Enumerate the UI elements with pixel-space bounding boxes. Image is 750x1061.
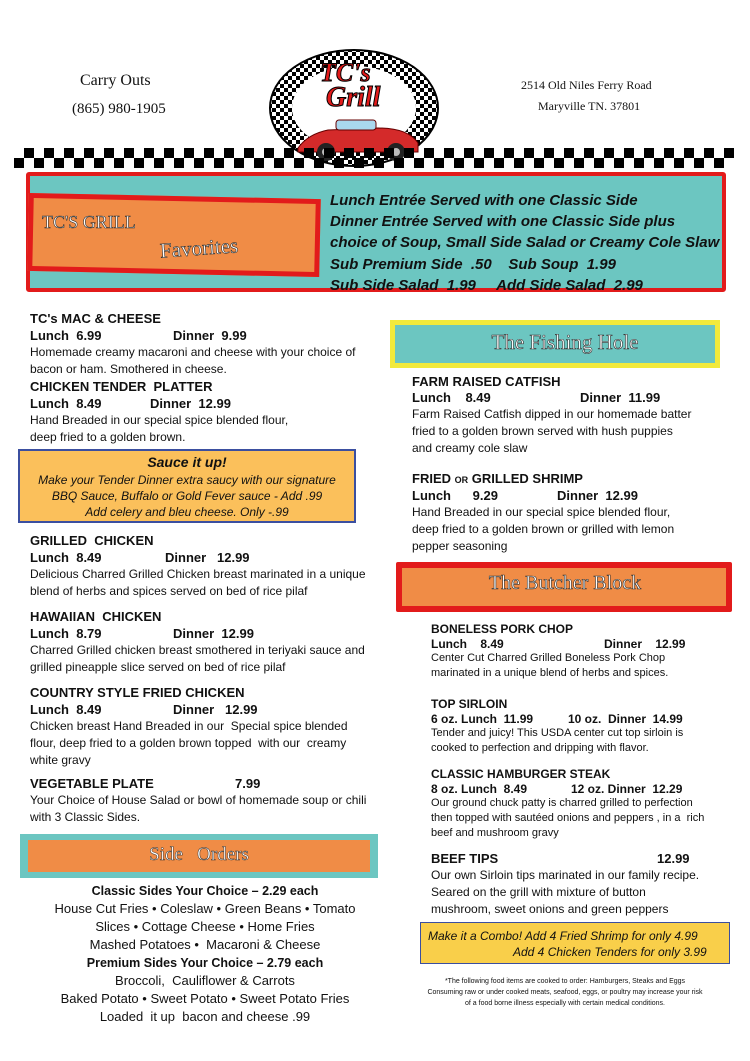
hawaiian-chicken-lunch: Lunch 8.79 <box>30 626 102 641</box>
mac-cheese-dinner: Dinner 9.99 <box>173 328 247 343</box>
pork-chop-name: BONELESS PORK CHOP <box>431 622 574 636</box>
combo-line-1: Make it a Combo! Add 4 Fried Shrimp for only 4.99 <box>428 929 698 943</box>
side-item: Baked Potato • Sweet Potato • Sweet Potato Fries <box>60 991 350 1006</box>
grilled-chicken-lunch: Lunch 8.49 <box>30 550 102 565</box>
sirloin-desc-1: Tender and juicy! This USDA center cut top sirloin is <box>431 727 684 739</box>
country-chicken-desc-1: Chicken breast Hand Breaded in our Special spice blended <box>30 719 348 733</box>
shrimp-lunch: Lunch 9.29 <box>412 488 498 503</box>
combo-line-2: Add 4 Chicken Tenders for only 3.99 <box>513 945 707 959</box>
tender-desc-2: deep fried to a golden brown. <box>30 430 186 444</box>
tender-name: CHICKEN TENDER PLATTER <box>30 379 213 394</box>
tender-dinner: Dinner 12.99 <box>150 396 231 411</box>
shrimp-desc-1: Hand Breaded in our special spice blended flour, <box>412 505 671 519</box>
banner-line-5: Sub Side Salad 1.99 Add Side Salad 2.99 <box>330 277 643 294</box>
hawaiian-chicken-desc-1: Charred Grilled chicken breast smothered in teriyaki sauce and <box>30 643 365 657</box>
catfish-lunch: Lunch 8.49 <box>412 390 491 405</box>
pork-chop-desc-2: marinated in a unique blend of herbs and spices. <box>431 667 669 679</box>
shrimp-name-or: OR <box>454 475 469 485</box>
catfish-desc-3: and creamy cole slaw <box>412 441 528 455</box>
hamburger-steak-dinner: 12 oz. Dinner 12.29 <box>571 782 683 796</box>
hamburger-steak-desc-2: then topped with sautéed onions and peppers , in a rich <box>431 812 705 824</box>
mac-cheese-desc-1: Homemade creamy macaroni and cheese with your choice of <box>30 345 356 359</box>
country-chicken-lunch: Lunch 8.49 <box>30 702 102 717</box>
hamburger-steak-desc-3: beef and mushroom gravy <box>431 827 559 839</box>
sirloin-desc-2: cooked to perfection and dripping with flavor. <box>431 742 649 754</box>
side-orders-title: Side Orders <box>149 844 249 865</box>
country-chicken-desc-2: flour, deep fried to a golden brown topped with our creamy <box>30 736 347 750</box>
hamburger-steak-lunch: 8 oz. Lunch 8.49 <box>431 782 528 796</box>
sauce-line-3: Add celery and bleu cheese. Only -.99 <box>85 505 289 519</box>
country-chicken-name: COUNTRY STYLE FRIED CHICKEN <box>30 685 245 700</box>
shrimp-name-grilled: GRILLED SHRIMP <box>468 471 583 486</box>
pork-chop-dinner: Dinner 12.99 <box>604 637 686 651</box>
shrimp-desc-3: pepper seasoning <box>412 539 508 553</box>
catfish-name: FARM RAISED CATFISH <box>412 374 561 389</box>
favorites-title-box <box>27 193 321 277</box>
mac-cheese-desc-2: bacon or ham. Smothered in cheese. <box>30 362 227 376</box>
sirloin-name: TOP SIRLOIN <box>431 697 508 711</box>
logo-text-grill: Grill <box>326 82 381 113</box>
phone-number: (865) 980-1905 <box>72 101 166 117</box>
beef-tips-desc-1: Our own Sirloin tips marinated in our family recipe. <box>431 868 700 882</box>
side-item: House Cut Fries • Coleslaw • Green Beans • Tomato <box>54 901 356 916</box>
side-item: Classic Sides Your Choice – 2.29 each <box>91 884 319 898</box>
vegetable-plate-desc-2: with 3 Classic Sides. <box>30 810 141 824</box>
side-item: Mashed Potatoes • Macaroni & Cheese <box>89 937 321 952</box>
mac-cheese-lunch: Lunch 6.99 <box>30 328 102 343</box>
favorites-title: TC'S GRILL <box>42 212 136 232</box>
sauce-line-1: Make your Tender Dinner extra saucy with our signature <box>38 473 336 487</box>
banner-line-1: Lunch Entrée Served with one Classic Side <box>330 192 638 209</box>
beef-tips-name: BEEF TIPS <box>431 851 499 866</box>
disclaimer-2: Consuming raw or under cooked meats, seafood, eggs, or poultry may increase your risk <box>427 989 703 996</box>
beef-tips-price: 12.99 <box>657 851 690 866</box>
carry-outs-label: Carry Outs <box>80 72 151 89</box>
side-item: Slices • Cottage Cheese • Home Fries <box>95 919 315 934</box>
banner-line-4: Sub Premium Side .50 Sub Soup 1.99 <box>330 256 616 273</box>
side-item: Premium Sides Your Choice – 2.79 each <box>86 956 324 970</box>
hamburger-steak-name: CLASSIC HAMBURGER STEAK <box>431 767 611 781</box>
sirloin-lunch: 6 oz. Lunch 11.99 <box>431 712 534 726</box>
hawaiian-chicken-desc-2: grilled pineapple slice served on bed of rice pilaf <box>30 660 286 674</box>
shrimp-name <box>412 471 583 486</box>
hawaiian-chicken-name: HAWAIIAN CHICKEN <box>30 609 162 624</box>
vegetable-plate-name: VEGETABLE PLATE <box>30 776 154 791</box>
hawaiian-chicken-dinner: Dinner 12.99 <box>173 626 254 641</box>
fishing-hole-title: The Fishing Hole <box>491 330 639 354</box>
pork-chop-desc-1: Center Cut Charred Grilled Boneless Pork Chop <box>431 652 666 664</box>
grilled-chicken-dinner: Dinner 12.99 <box>165 550 250 565</box>
disclaimer-1: *The following food items are cooked to order: Hamburgers, Steaks and Eggs <box>444 978 686 985</box>
disclaimer-3: of a food borne illness especially with certain medical conditions. <box>465 1000 665 1007</box>
butcher-block-title: The Butcher Block <box>488 572 642 594</box>
shrimp-name-fried: FRIED <box>412 471 455 486</box>
sauce-title: Sauce it up! <box>147 454 227 470</box>
tender-desc-1: Hand Breaded in our special spice blended flour, <box>30 413 289 427</box>
beef-tips-desc-3: mushroom, sweet onions and green peppers <box>431 902 669 916</box>
logo-text-tcs: TC's <box>320 58 371 87</box>
address-line-1: 2514 Old Niles Ferry Road <box>521 78 652 92</box>
sauce-line-2: BBQ Sauce, Buffalo or Gold Fever sauce - Add .99 <box>51 489 323 503</box>
catfish-desc-2: fried to a golden brown served with hush puppies <box>412 424 673 438</box>
favorites-subtitle: Favorites <box>159 233 239 263</box>
vegetable-plate-price: 7.99 <box>235 776 261 791</box>
catfish-dinner: Dinner 11.99 <box>580 390 661 405</box>
side-item: Loaded it up bacon and cheese .99 <box>99 1009 311 1024</box>
tender-lunch: Lunch 8.49 <box>30 396 102 411</box>
mac-cheese-name: TC's MAC & CHEESE <box>30 311 161 326</box>
vegetable-plate-desc-1: Your Choice of House Salad or bowl of homemade soup or chili <box>30 793 367 807</box>
catfish-desc-1: Farm Raised Catfish dipped in our homemade batter <box>412 407 692 421</box>
checkered-border <box>14 148 734 168</box>
shrimp-dinner: Dinner 12.99 <box>557 488 638 503</box>
side-item: Broccoli, Cauliflower & Carrots <box>115 973 295 988</box>
pork-chop-lunch: Lunch 8.49 <box>431 637 504 651</box>
beef-tips-desc-2: Seared on the grill with mixture of button <box>431 885 646 899</box>
sirloin-dinner: 10 oz. Dinner 14.99 <box>568 712 683 726</box>
banner-line-2: Dinner Entrée Served with one Classic Side plus <box>330 213 676 230</box>
grilled-chicken-name: GRILLED CHICKEN <box>30 533 154 548</box>
address-line-2: Maryville TN. 37801 <box>538 99 641 113</box>
shrimp-desc-2: deep fried to a golden brown or grilled with lemon <box>412 522 675 536</box>
grilled-chicken-desc-1: Delicious Charred Grilled Chicken breast marinated in a unique <box>30 567 366 581</box>
hamburger-steak-desc-1: Our ground chuck patty is charred grilled to perfection <box>431 797 693 809</box>
banner-line-3: choice of Soup, Small Side Salad or Creamy Cole Slaw <box>330 234 720 251</box>
country-chicken-dinner: Dinner 12.99 <box>173 702 258 717</box>
country-chicken-desc-3: white gravy <box>30 753 91 767</box>
grilled-chicken-desc-2: blend of herbs and spices served on bed of rice pilaf <box>30 584 308 598</box>
sides-list <box>20 882 390 1026</box>
